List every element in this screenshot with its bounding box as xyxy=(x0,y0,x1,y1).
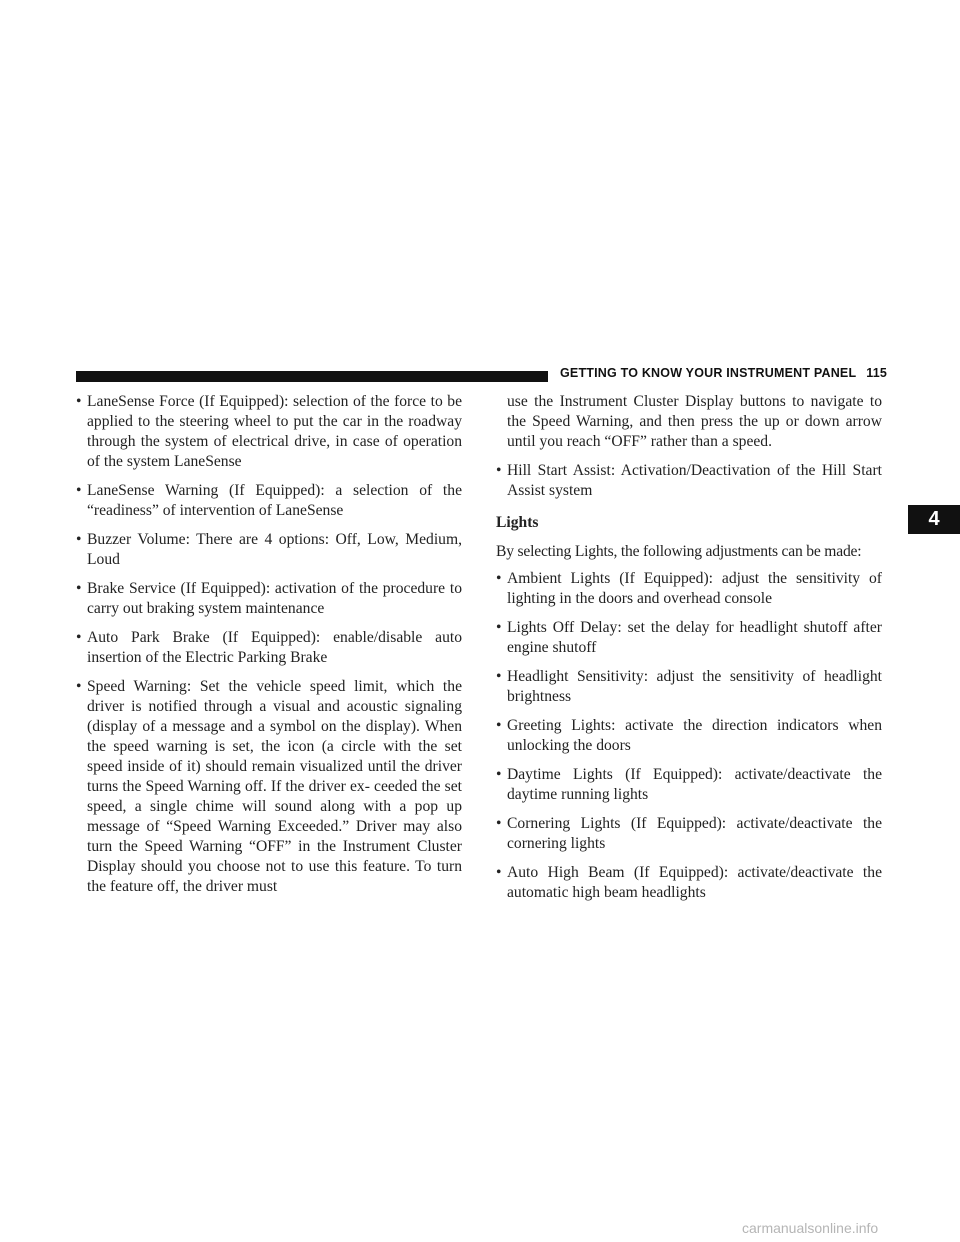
list-item: • Auto Park Brake (If Equipped): enable/disable auto insertion of the Electric Parking Brake xyxy=(76,628,462,668)
list-item: • Buzzer Volume: There are 4 options: Off, Low, Medium, Loud xyxy=(76,530,462,570)
list-item: • LaneSense Force (If Equipped): selection of the force to be applied to the steering wheel to put the car in the roadway through the system of electrical drive, in case of operation of the system LaneSense xyxy=(76,392,462,472)
list-item: • Hill Start Assist: Activation/Deactivation of the Hill Start Assist system xyxy=(496,461,882,501)
list-item: • Auto High Beam (If Equipped): activate/deactivate the automatic high beam headlights xyxy=(496,863,882,903)
page-number: 115 xyxy=(866,366,888,380)
list-item: • LaneSense Warning (If Equipped): a selection of the “readiness” of intervention of LaneSense xyxy=(76,481,462,521)
running-header xyxy=(560,366,887,380)
left-column xyxy=(76,392,462,906)
list-item: • Speed Warning: Set the vehicle speed limit, which the driver is notified through a visual and acoustic signaling (display of a message and a symbol on the display). When the speed warning is set, the icon (a circle with the set speed inside of it) should remain visualized until the driver turns the Speed Warning off. If the driver ex- ceeded the set speed, a single chime will sound along with a pop up message of “Speed Warning Exceeded.” Driver may also turn the Speed Warning “OFF” in the Instrument Cluster Display should you choose not to use this feature. To turn the feature off, the driver must xyxy=(76,677,462,897)
header-title: GETTING TO KNOW YOUR INSTRUMENT PANEL xyxy=(560,366,857,380)
list-item: • Brake Service (If Equipped): activation of the procedure to carry out braking system maintenance xyxy=(76,579,462,619)
list-item: • Headlight Sensitivity: adjust the sensitivity of headlight brightness xyxy=(496,667,882,707)
list-item: • Cornering Lights (If Equipped): activate/deactivate the cornering lights xyxy=(496,814,882,854)
watermark: carmanualsonline.info xyxy=(742,1220,879,1236)
list-item: • Daytime Lights (If Equipped): activate/deactivate the daytime running lights xyxy=(496,765,882,805)
list-item: • Lights Off Delay: set the delay for headlight shutoff after engine shutoff xyxy=(496,618,882,658)
right-top-bullet-list xyxy=(496,461,882,501)
section-intro: By selecting Lights, the following adjustments can be made: xyxy=(496,543,862,560)
section-heading-lights: Lights xyxy=(496,514,539,531)
header-bar xyxy=(76,371,548,382)
list-item: • Ambient Lights (If Equipped): adjust the sensitivity of lighting in the doors and overhead console xyxy=(496,569,882,609)
right-column xyxy=(496,392,882,912)
left-bullet-list xyxy=(76,392,462,897)
continued-paragraph: use the Instrument Cluster Display buttons to navigate to the Speed Warning, and then press the up or down arrow until you reach “OFF” rather than a speed. xyxy=(507,393,882,450)
chapter-tab: 4 xyxy=(908,505,960,534)
list-item: • Greeting Lights: activate the direction indicators when unlocking the doors xyxy=(496,716,882,756)
lights-bullet-list xyxy=(496,569,882,903)
